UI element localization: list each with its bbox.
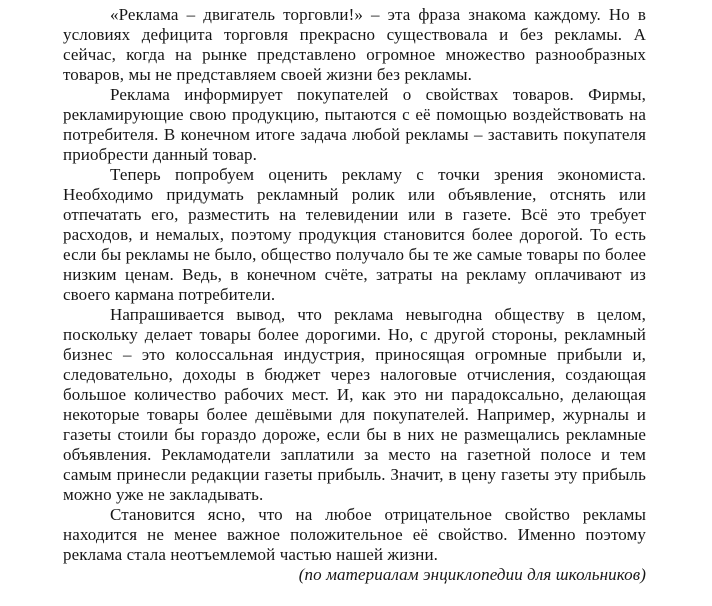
paragraph-final: Становится ясно, что на любое отрицательное свойство рекламы находится не менее важное положительное её свойство. Именно поэтому реклама стала неотъемлемой частью нашей жизни. bbox=[63, 505, 646, 564]
paragraph-advertising-informs: Реклама информирует покупателей о свойствах товаров. Фирмы, рекламирующие свою продукцию, пытаются с её помощью воздействовать на потребителя. В конечном итоге задача любой рекламы – заставить покупателя приобрести данный товар. bbox=[63, 85, 646, 164]
paragraph-economist-view: Теперь попробуем оценить рекламу с точки зрения экономиста. Необходимо придумать рекламный ролик или объявление, отснять или отпечатать его, разместить на телевидении или в газете. Всё это требует расходов, и немалых, поэтому продукция становится более дорогой. То есть если бы рекламы не было, общество получало бы те же самые товары по более низким ценам. Ведь, в конечном счёте, затраты на рекламу оплачивают из своего кармана потребители. bbox=[63, 165, 646, 304]
paragraph-intro: «Реклама – двигатель торговли!» – эта фраза знакома каждому. Но в условиях дефицита торговля прекрасно существовала и без рекламы. А сейчас, когда на рынке представлено огромное множество разнообразных товаров, мы не представляем своей жизни без рекламы. bbox=[63, 5, 646, 84]
paragraph-conclusion-industry: Напрашивается вывод, что реклама невыгодна обществу в целом, поскольку делает товары более дорогими. Но, с другой стороны, рекламный бизнес – это колоссальная индустрия, приносящая огромные прибыли и, следовательно, доходы в бюджет через налоговые отчисления, создающая большое количество рабочих мест. И, как это ни парадоксально, делающая некоторые товары более дешёвыми для покупателей. Например, журналы и газеты стоили бы гораздо дороже, если бы в них не размещались рекламные объявления. Рекламодатели заплатили за место на газетной полосе и тем самым принесли редакции газеты прибыль. Значит, в цену газеты эту прибыль можно уже не закладывать. bbox=[63, 305, 646, 504]
attribution-line: (по материалам энциклопедии для школьников) bbox=[298, 565, 646, 584]
